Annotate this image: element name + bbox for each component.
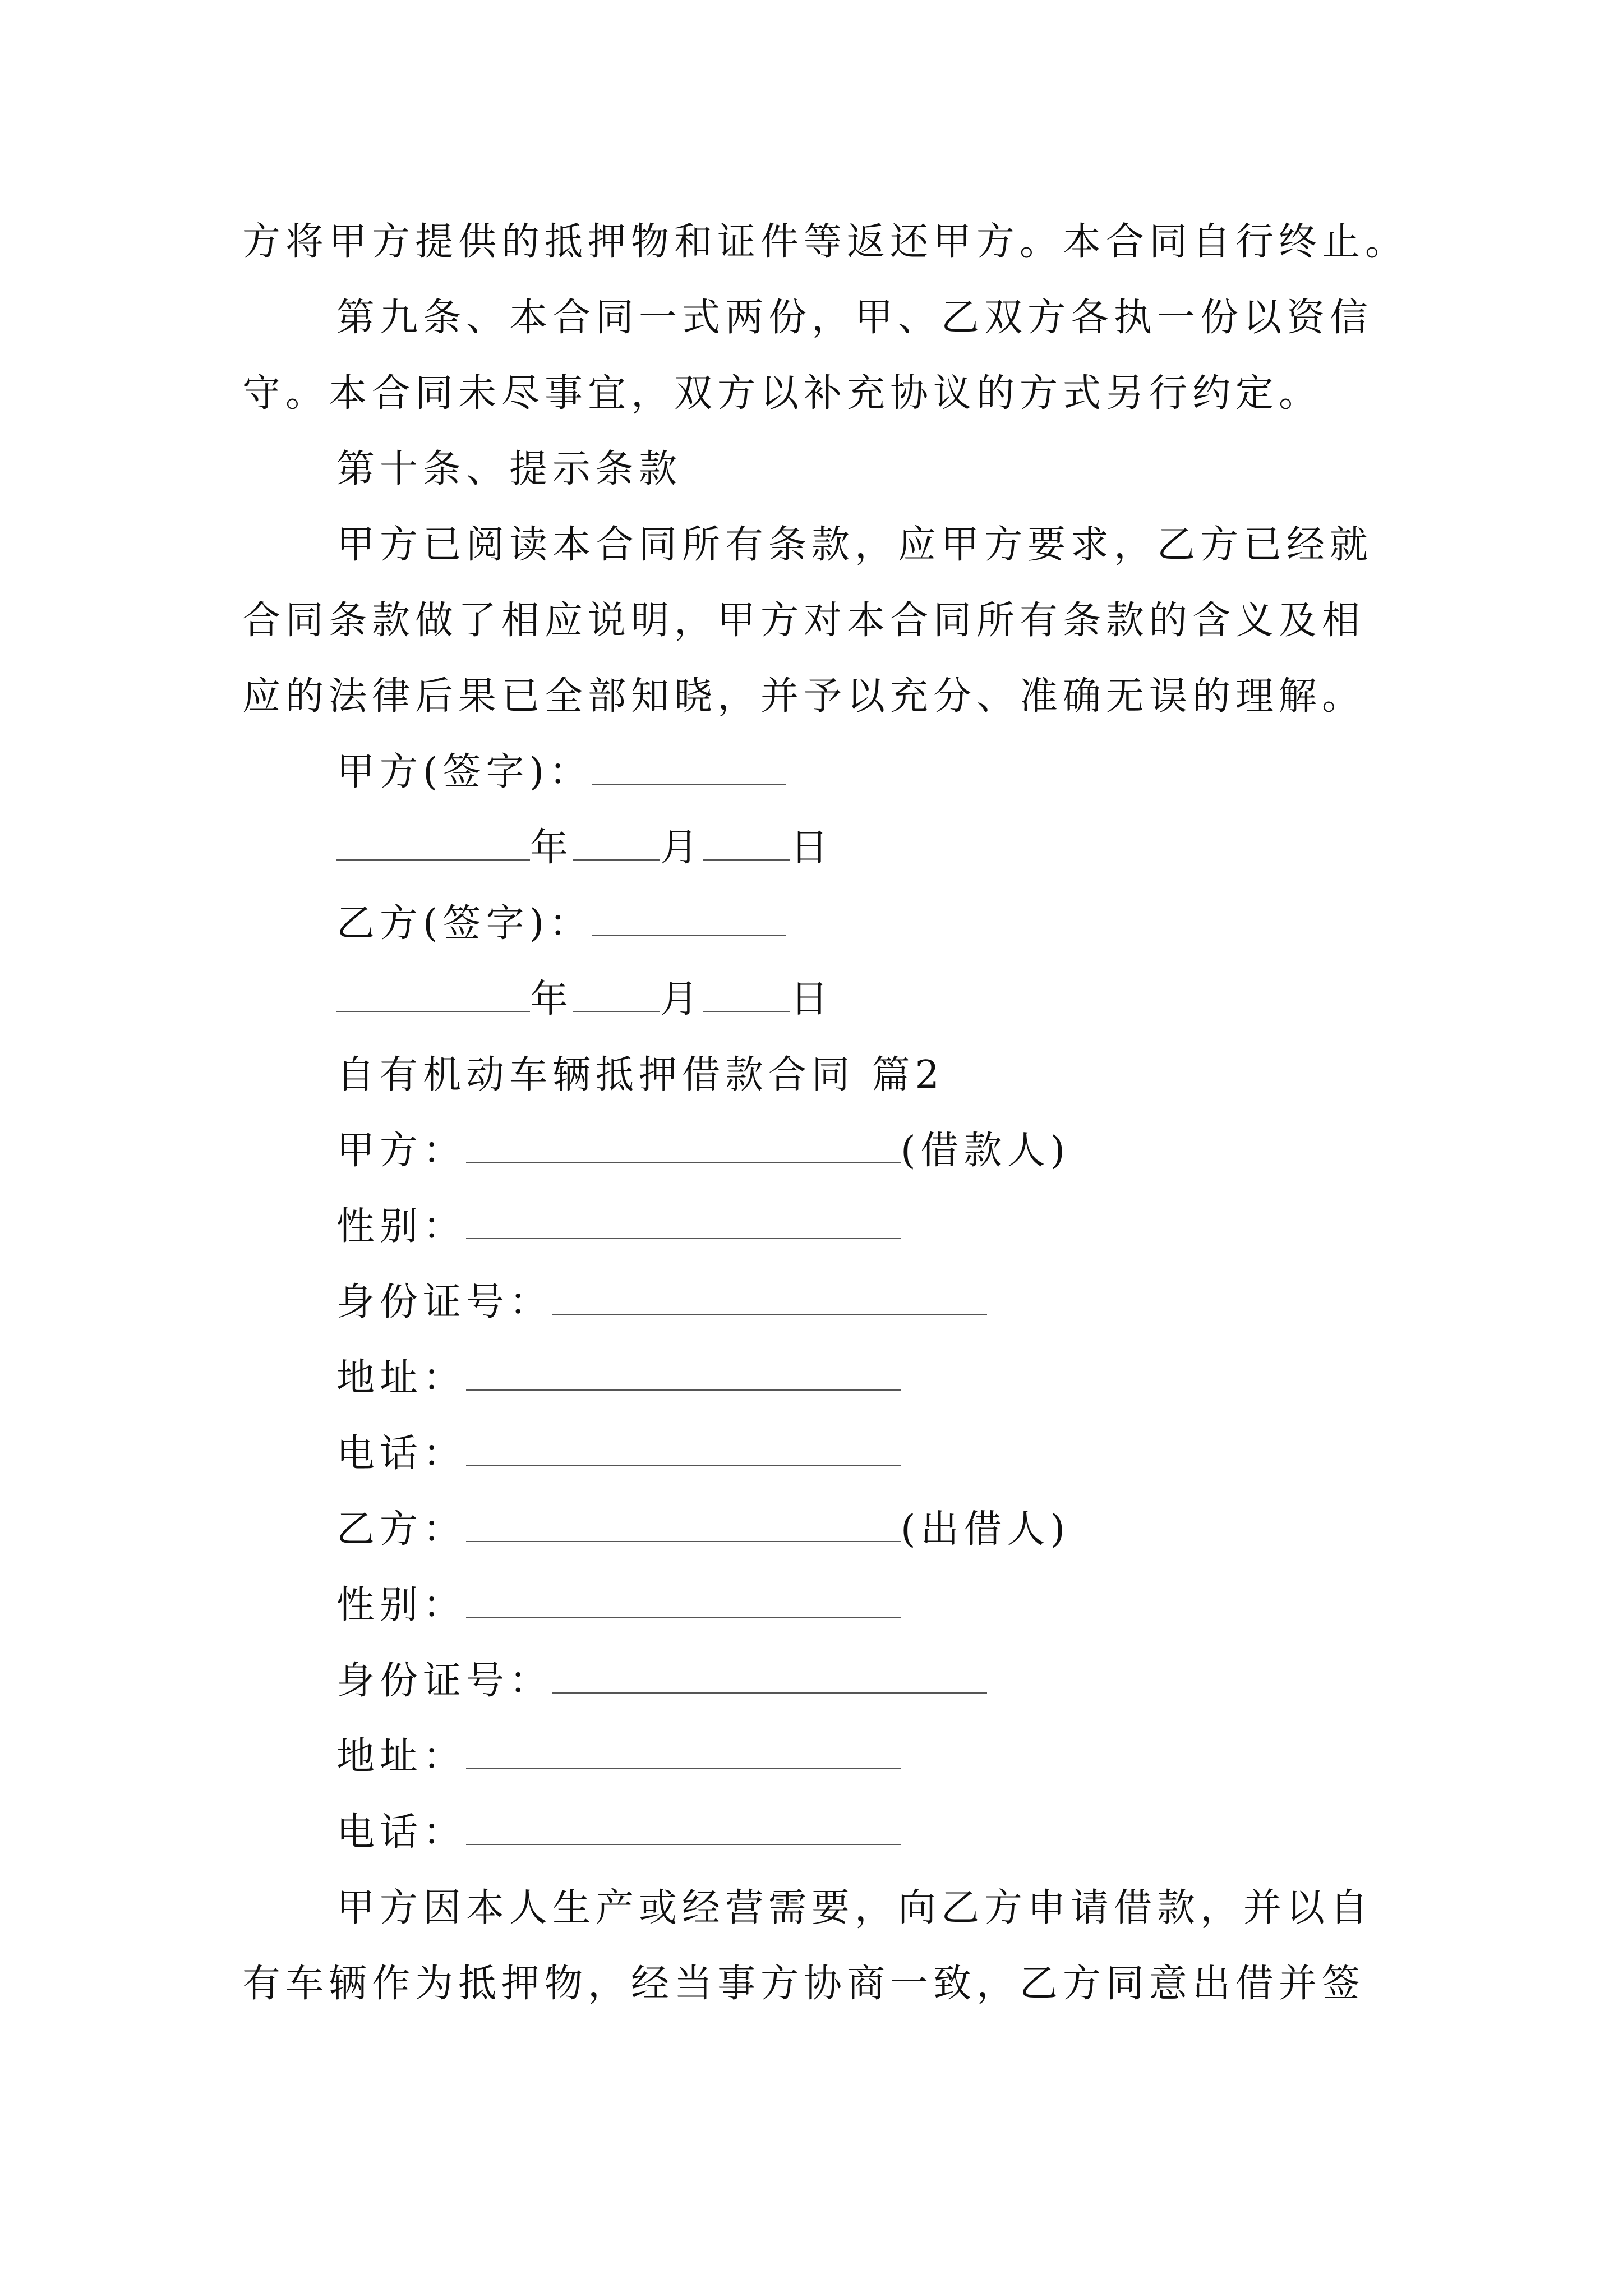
gender-label: 性别： — [336, 1204, 467, 1249]
address-blank[interactable] — [466, 1360, 901, 1391]
phone-blank[interactable] — [466, 1815, 901, 1845]
address-label: 地址： — [336, 1356, 467, 1400]
phone-field — [336, 1432, 901, 1476]
party-a-field — [336, 1129, 1071, 1173]
text-line: 甲方因本人生产或经营需要，向乙方申请借款，并以自 — [336, 1886, 1373, 1930]
gender-blank[interactable] — [466, 1209, 901, 1239]
text-line: 守。本合同未尽事宜，双方以补充协议的方式另行约定。 — [242, 371, 1322, 416]
party-a-label: 甲方： — [336, 1129, 467, 1173]
month-label: 月 — [660, 826, 704, 870]
address-blank[interactable] — [466, 1739, 901, 1769]
party-b-signature-label: 乙方(签字)： — [336, 901, 593, 946]
signature-blank[interactable] — [592, 906, 786, 936]
month-label: 月 — [660, 977, 704, 1022]
borrower-note: (借款人) — [901, 1129, 1071, 1173]
id-number-field — [336, 1280, 987, 1324]
party-b-blank[interactable] — [466, 1512, 901, 1542]
party-b-signature-row — [336, 901, 786, 946]
phone-blank[interactable] — [466, 1436, 901, 1466]
day-blank[interactable] — [703, 982, 790, 1012]
gender-field — [336, 1204, 901, 1249]
id-number-blank[interactable] — [552, 1663, 987, 1694]
clause-heading: 第十条、提示条款 — [336, 447, 683, 491]
id-number-label: 身份证号： — [336, 1280, 553, 1324]
signature-blank[interactable] — [592, 754, 786, 785]
id-number-label: 身份证号： — [336, 1659, 553, 1703]
id-number-field — [336, 1659, 987, 1703]
phone-label: 电话： — [336, 1432, 467, 1476]
party-a-blank[interactable] — [466, 1133, 901, 1163]
date-row — [336, 826, 834, 870]
year-label: 年 — [530, 826, 574, 870]
day-blank[interactable] — [703, 830, 790, 861]
text-line: 方将甲方提供的抵押物和证件等返还甲方。本合同自行终止。 — [242, 220, 1409, 264]
party-b-field — [336, 1507, 1071, 1552]
gender-field — [336, 1583, 901, 1627]
text-line: 有车辆作为抵押物，经当事方协商一致，乙方同意出借并签 — [242, 1962, 1366, 2006]
address-field — [336, 1356, 901, 1400]
address-label: 地址： — [336, 1734, 467, 1779]
phone-field — [336, 1810, 901, 1855]
party-b-label: 乙方： — [336, 1507, 467, 1552]
phone-label: 电话： — [336, 1810, 467, 1855]
text-line: 甲方已阅读本合同所有条款，应甲方要求，乙方已经就 — [336, 523, 1373, 567]
month-blank[interactable] — [573, 830, 660, 861]
gender-label: 性别： — [336, 1583, 467, 1627]
year-label: 年 — [530, 977, 574, 1022]
gender-blank[interactable] — [466, 1588, 901, 1618]
day-label: 日 — [790, 977, 834, 1022]
text-line: 第九条、本合同一式两份，甲、乙双方各执一份以资信 — [336, 296, 1373, 340]
lender-note: (出借人) — [901, 1507, 1071, 1552]
address-field — [336, 1734, 901, 1779]
date-row — [336, 977, 834, 1022]
text-line: 应的法律后果已全部知晓，并予以充分、准确无误的理解。 — [242, 674, 1366, 719]
day-label: 日 — [790, 826, 834, 870]
section-title: 自有机动车辆抵押借款合同 篇2 — [336, 1053, 944, 1097]
month-blank[interactable] — [573, 982, 660, 1012]
id-number-blank[interactable] — [552, 1285, 987, 1315]
year-blank[interactable] — [336, 982, 530, 1012]
year-blank[interactable] — [336, 830, 530, 861]
party-a-signature-row — [336, 750, 786, 794]
text-line: 合同条款做了相应说明，甲方对本合同所有条款的含义及相 — [242, 599, 1366, 643]
party-a-signature-label: 甲方(签字)： — [336, 750, 593, 794]
